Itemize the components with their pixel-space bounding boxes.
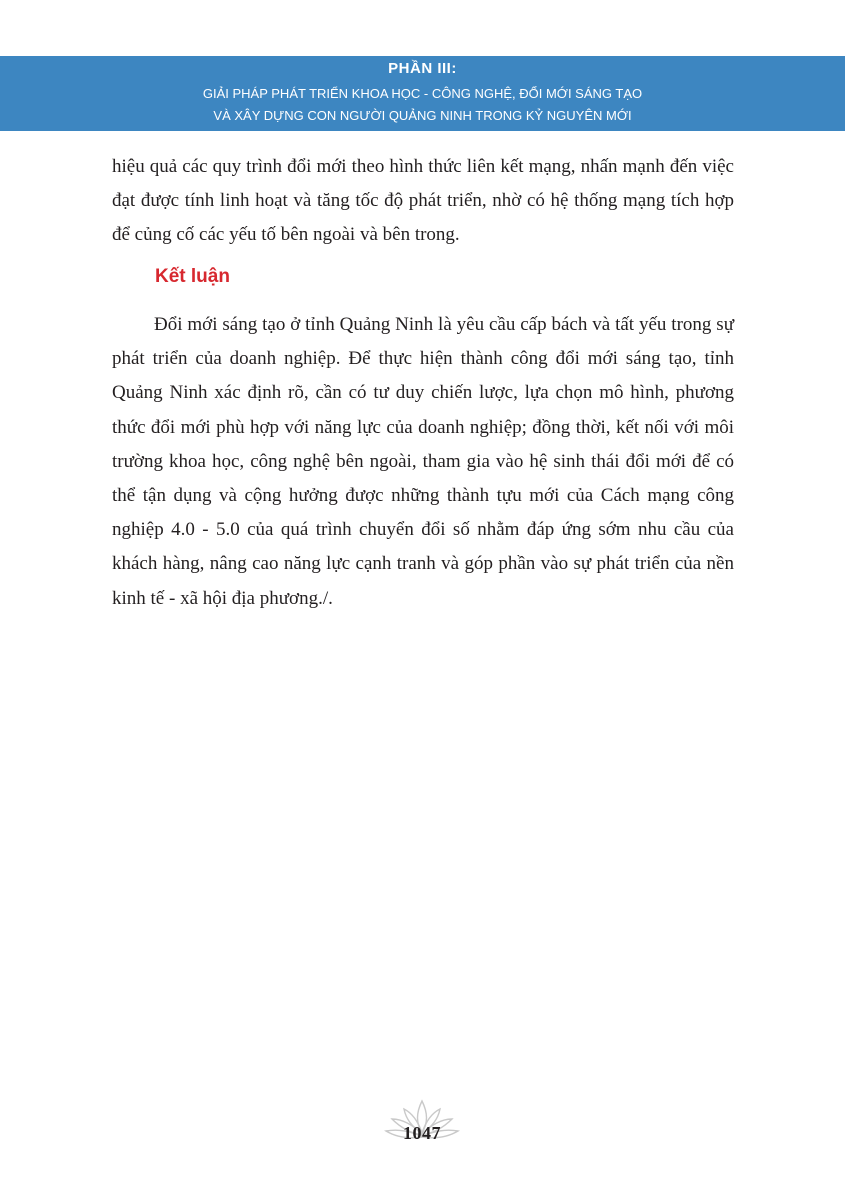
page-number: 1047 [403, 1123, 441, 1143]
section-heading: Kết luận [155, 266, 230, 287]
conclusion-paragraph: Đổi mới sáng tạo ở tỉnh Quảng Ninh là yêu cầu cấp bách và tất yếu trong sự phát triển của doanh nghiệp. Để thực hiện thành công đổi mới sáng tạo, tỉnh Quảng Ninh xác định rõ, cần có tư duy chiến lược, lựa chọn mô hình, phương thức đổi mới phù hợp với năng lực của doanh nghiệp; đồng thời, kết nối với môi trường khoa học, công nghệ bên ngoài, tham gia vào hệ sinh thái đổi mới để có thể tận dụng và cộng hưởng được những thành tựu mới của Cách mạng công nghiệp 4.0 - 5.0 của quá trình chuyển đổi số nhằm đáp ứng sớm nhu cầu của khách hàng, nâng cao năng lực cạnh tranh và góp phần vào sự phát triển của nền kinh tế - xã hội địa phương./. [112, 314, 734, 609]
part-title: PHẦN III: [388, 60, 457, 77]
section-subtitle-line1: GIẢI PHÁP PHÁT TRIỂN KHOA HỌC - CÔNG NGHỆ, ĐỔI MỚI SÁNG TẠO [202, 86, 643, 101]
section-header-band [0, 56, 845, 131]
page-footer [382, 1097, 462, 1157]
section-subtitle-line2: VÀ XÂY DỰNG CON NGƯỜI QUẢNG NINH TRONG KỶ NGUYÊN MỚI [213, 108, 632, 123]
body-paragraph: hiệu quả các quy trình đổi mới theo hình thức liên kết mạng, nhấn mạnh đến việc đạt được tính linh hoạt và tăng tốc độ phát triển, nhờ có hệ thống mạng tích hợp để củng cố các yếu tố bên ngoài và bên trong. [112, 156, 734, 245]
